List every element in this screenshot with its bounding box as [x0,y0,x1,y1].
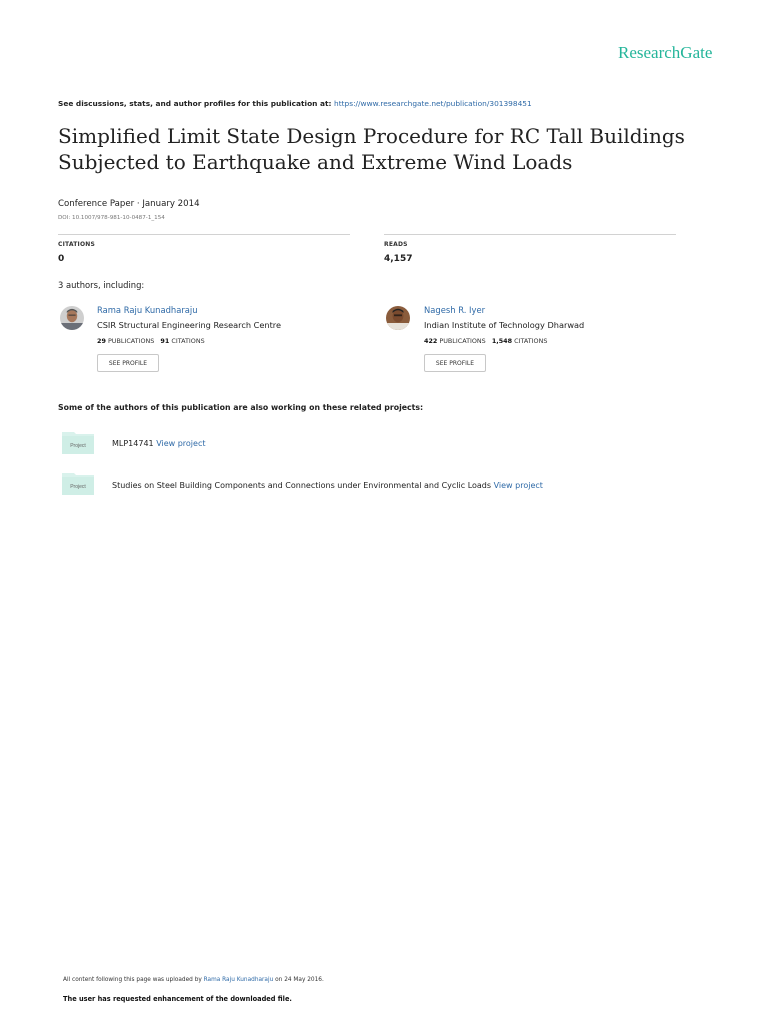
author-avatar[interactable] [386,306,410,330]
upload-notice [63,977,324,983]
project-title: Studies on Steel Building Components and Connections under Environmental and Cyclic Loads [112,481,492,490]
citations-count: 91 [160,337,170,345]
folder-icon [62,430,94,454]
citations-label: CITATIONS [171,337,205,345]
upload-suffix: on 24 May 2016. [275,977,324,983]
title-line-2: Subjected to Earthquake and Extreme Wind Loads [58,150,573,174]
author-institution: CSIR Structural Engineering Research Centre [97,320,282,330]
project-title: MLP14741 [112,439,154,448]
author-name-link[interactable]: Nagesh R. Iyer [424,305,486,315]
author-institution: Indian Institute of Technology Dharwad [424,320,585,330]
publication-type-date: Conference Paper · January 2014 [58,199,200,209]
researchgate-logo[interactable]: ResearchGate [618,43,713,62]
project-folder-icon[interactable] [62,471,94,495]
project-row [112,439,205,448]
publication-url-link[interactable]: https://www.researchgate.net/publication/301398451 [334,99,532,108]
citations-count: 1,548 [491,337,513,345]
author-stats [97,337,205,345]
publications-count: 422 [424,337,438,345]
author-name-link[interactable]: Rama Raju Kunadharaju [97,305,198,315]
folder-icon [62,471,94,495]
citations-label: CITATIONS [514,337,548,345]
see-profile-button[interactable]: SEE PROFILE [424,354,486,372]
discussion-text: See discussions, stats, and author profiles for this publication at: [58,99,332,108]
project-folder-icon[interactable] [62,430,94,454]
view-project-link[interactable]: View project [156,439,206,448]
uploader-link[interactable]: Rama Raju Kunadharaju [203,977,274,983]
doi-text: DOI: 10.1007/978-981-10-0487-1_154 [58,215,165,221]
upload-prefix: All content following this page was uploaded by [63,977,202,983]
project-icon-label: Project [70,443,86,449]
author-photo-icon [60,306,84,330]
project-row [112,481,543,490]
reads-label: READS [384,241,408,248]
citations-value: 0 [58,254,65,264]
reads-divider [384,234,676,235]
authors-header: 3 authors, including: [58,280,145,290]
see-profile-button[interactable]: SEE PROFILE [97,354,159,372]
citations-divider [58,234,350,235]
related-projects-header: Some of the authors of this publication are also working on these related projects: [58,403,424,412]
author-stats [424,337,547,345]
publications-label: PUBLICATIONS [107,337,155,345]
publication-title [58,123,738,175]
enhancement-notice: The user has requested enhancement of the downloaded file. [63,995,292,1003]
title-line-1: Simplified Limit State Design Procedure for RC Tall Buildings [58,124,685,148]
project-icon-label: Project [70,484,86,490]
publications-label: PUBLICATIONS [439,337,486,345]
reads-value: 4,157 [384,254,413,264]
view-project-link[interactable]: View project [493,481,543,490]
author-avatar[interactable] [60,306,84,330]
author-photo-icon [386,306,410,330]
citations-label: CITATIONS [58,241,96,248]
publications-count: 29 [97,337,106,345]
discussion-line [58,99,532,108]
